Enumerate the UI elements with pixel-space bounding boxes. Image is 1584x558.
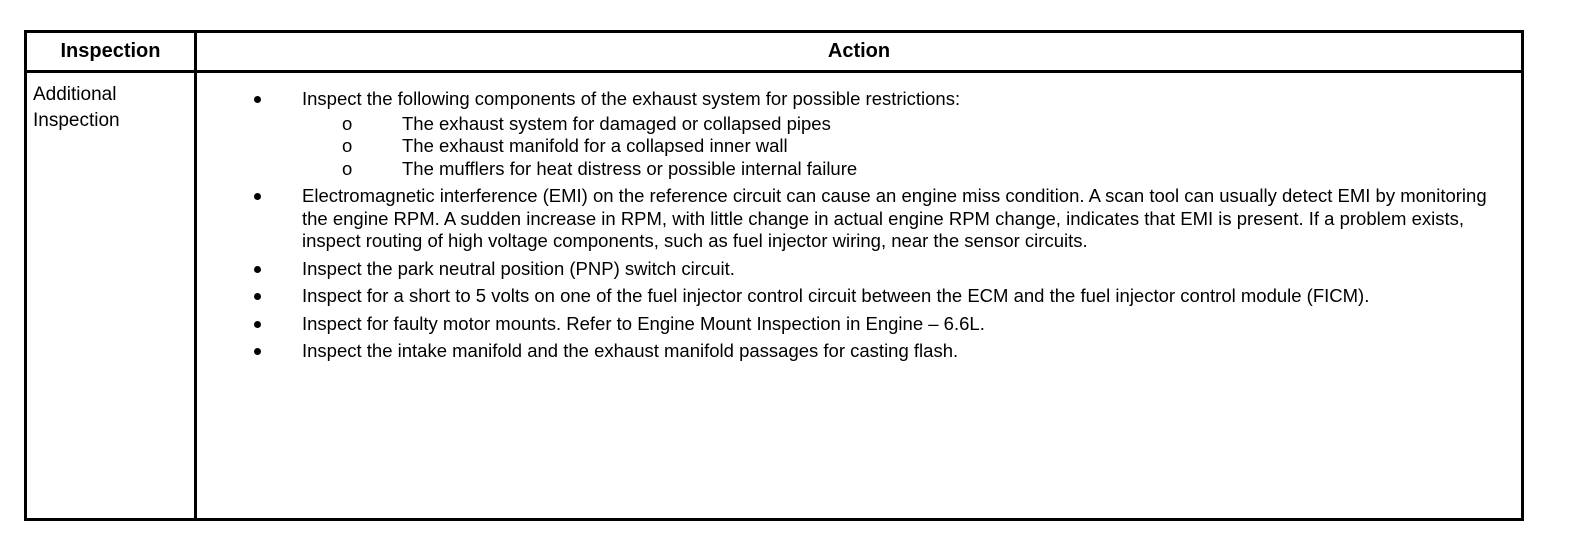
- inspection-cell: Additional Inspection: [33, 84, 120, 131]
- sub-item-text: The exhaust system for damaged or collapsed pipes: [402, 112, 831, 134]
- list-item: [197, 88, 1521, 180]
- action-text: Inspect for a short to 5 volts on one of the fuel injector control circuit between the ECM and the fuel injector control module (FICM).: [302, 285, 1370, 306]
- sub-bullet-marker: o: [342, 157, 353, 179]
- bullet-icon: [254, 96, 261, 103]
- sub-item-text: The mufflers for heat distress or possible internal failure: [402, 157, 858, 179]
- header-inspection: Inspection: [60, 40, 161, 62]
- action-text: Inspect the intake manifold and the exhaust manifold passages for casting flash.: [302, 340, 959, 361]
- inspection-table: [24, 30, 1524, 521]
- action-cell: [197, 88, 1521, 368]
- list-item: [197, 258, 1521, 281]
- list-item: [197, 340, 1521, 363]
- action-text: Electromagnetic interference (EMI) on the reference circuit can cause an engine miss condition. A scan tool can usually detect EMI by monitoring the engine RPM. A sudden increase in RPM, with little change in actual engine RPM change, indicates that EMI is present. If a problem exists, inspect routing of high voltage components, such as fuel injector wiring, near the sensor circuits.: [302, 185, 1487, 251]
- sub-list-item: [302, 113, 1501, 136]
- sub-item-text: The exhaust manifold for a collapsed inner wall: [402, 135, 788, 156]
- sub-bullet-marker: o: [342, 112, 353, 134]
- action-text: Inspect for faulty motor mounts. Refer to Engine Mount Inspection in Engine – 6.6L.: [302, 312, 985, 334]
- action-list: [197, 88, 1521, 363]
- table-header-row: [27, 33, 1521, 73]
- sub-list-item: [302, 135, 1501, 158]
- bullet-icon: [254, 293, 261, 300]
- sub-list: [302, 113, 1501, 181]
- action-text: Inspect the park neutral position (PNP) switch circuit.: [302, 257, 735, 279]
- bullet-icon: [254, 266, 261, 273]
- list-item: [197, 313, 1521, 336]
- bullet-icon: [254, 348, 261, 355]
- action-text: Inspect the following components of the exhaust system for possible restrictions:: [302, 88, 961, 109]
- list-item: [197, 285, 1521, 308]
- header-action: Action: [827, 40, 891, 62]
- sub-bullet-marker: o: [342, 135, 353, 156]
- list-item: [197, 185, 1521, 253]
- sub-list-item: [302, 158, 1501, 181]
- bullet-icon: [254, 193, 261, 200]
- bullet-icon: [254, 321, 261, 328]
